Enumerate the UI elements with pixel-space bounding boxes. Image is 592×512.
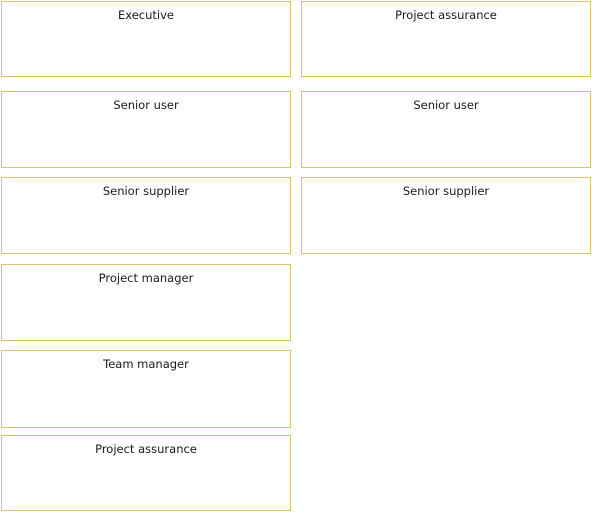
- project-assurance-label-left: Project assurance: [95, 442, 197, 456]
- senior-supplier-box-right: [301, 177, 591, 254]
- project-manager-label: Project manager: [98, 271, 194, 285]
- project-manager-box: [1, 264, 291, 341]
- senior-supplier-label-right: Senior supplier: [402, 184, 490, 198]
- senior-user-label-left: Senior user: [113, 98, 179, 112]
- senior-supplier-label-left: Senior supplier: [102, 184, 190, 198]
- team-manager-box: [1, 350, 291, 428]
- project-assurance-box-right: [301, 1, 591, 77]
- executive-box: [1, 1, 291, 77]
- senior-supplier-box-left: [1, 177, 291, 254]
- project-assurance-label-right: Project assurance: [395, 8, 497, 22]
- senior-user-box-left: [1, 91, 291, 168]
- executive-label: Executive: [118, 8, 174, 22]
- senior-user-box-right: [301, 91, 591, 168]
- project-assurance-box-left: [1, 435, 291, 511]
- senior-user-label-right: Senior user: [413, 98, 479, 112]
- team-manager-label: Team manager: [103, 357, 189, 371]
